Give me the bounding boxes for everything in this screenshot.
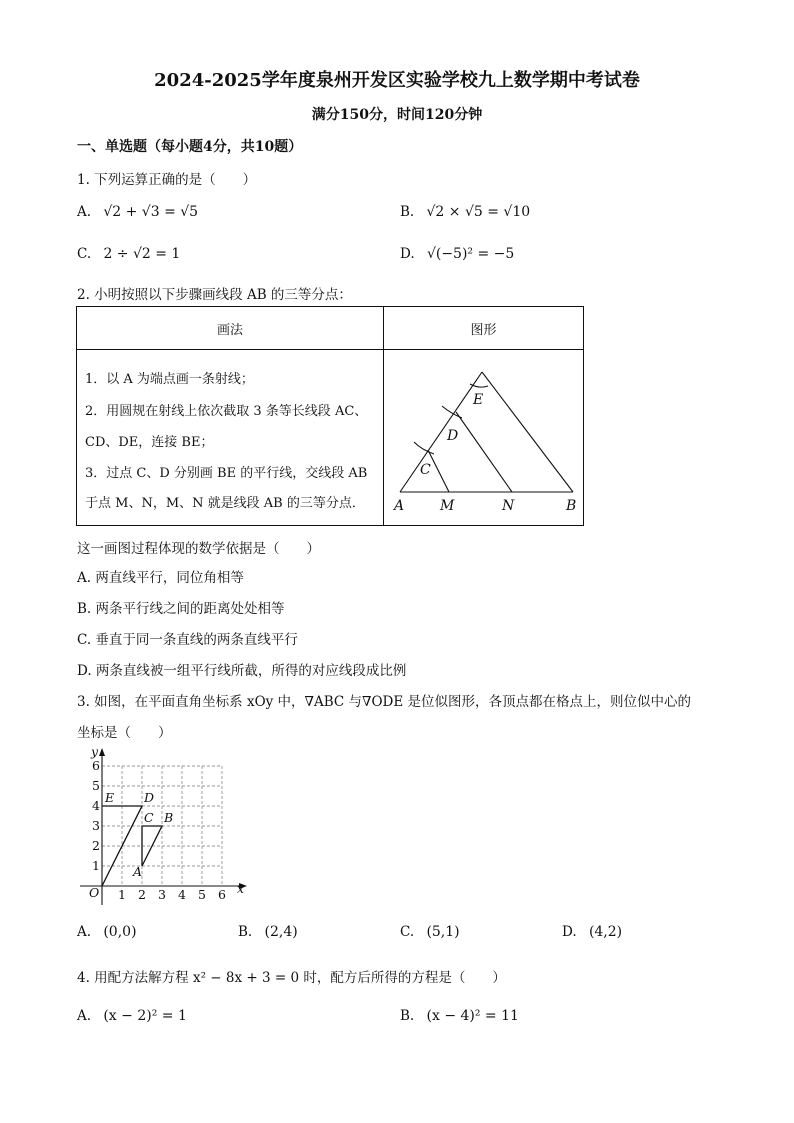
- q1-option-d-letter: D.: [400, 246, 415, 262]
- x-tick-4: 4: [178, 887, 186, 902]
- q1-stem: 1. 下列运算正确的是（ ）: [77, 172, 257, 188]
- q2-stem: 2. 小明按照以下步骤画线段 AB 的三等分点：: [77, 287, 352, 303]
- fig-label-m: M: [440, 498, 455, 514]
- graph-point-e: E: [105, 790, 115, 805]
- fig-label-n: N: [502, 498, 515, 514]
- graph-origin-label: O: [89, 885, 100, 900]
- q1-option-d: [400, 246, 514, 262]
- fig-label-e: E: [473, 392, 484, 408]
- q1-option-c: [77, 246, 180, 262]
- q4-option-a: [77, 1008, 187, 1024]
- q3-option-a: [77, 924, 137, 940]
- q3-option-d: [562, 924, 622, 940]
- trisection-figure: [384, 350, 587, 528]
- q4-stem: 4. 用配方法解方程 x² − 8x + 3 = 0 时，配方后所得的方程是（ ）: [77, 970, 506, 986]
- graph-y-axis-label: y: [91, 745, 99, 759]
- graph-x-axis-label: x: [237, 881, 245, 896]
- exam-subtitle: 满分150分，时间120分钟: [311, 107, 483, 123]
- q1-option-b-math: √2 × √5 = √10: [426, 204, 531, 220]
- y-tick-5: 5: [92, 778, 100, 793]
- q2-method-table: [76, 306, 584, 526]
- steps-cell: [77, 350, 384, 526]
- q4-option-b-letter: B.: [400, 1008, 415, 1024]
- fig-label-c: C: [420, 462, 431, 478]
- step-line-5: 于点 M、N，M、N 就是线段 AB 的三等分点．: [85, 496, 365, 511]
- x-tick-2: 2: [138, 887, 146, 902]
- q2-follow-up: 这一画图过程体现的数学依据是（ ）: [77, 541, 320, 557]
- q3-option-a-value: (0,0): [103, 924, 137, 940]
- q3-stem-line1: 3. 如图，在平面直角坐标系 xOy 中，∇ABC 与∇ODE 是位似图形，各顶点都在格点上，则位似中心的: [77, 694, 691, 710]
- exam-title: 2024-2025学年度泉州开发区实验学校九上数学期中考试卷: [154, 70, 640, 91]
- q3-option-b-value: (2,4): [264, 924, 298, 940]
- q3-stem-line2: 坐标是（ ）: [77, 725, 172, 741]
- graph-point-b: B: [164, 810, 174, 825]
- graph-point-d: D: [144, 790, 155, 805]
- q1-option-a-letter: A.: [77, 204, 92, 220]
- q2-option-c: C. 垂直于同一条直线的两条直线平行: [77, 632, 298, 648]
- q3-option-c-value: (5,1): [426, 924, 460, 940]
- q2-option-b: B. 两条平行线之间的距离处处相等: [77, 601, 285, 617]
- x-tick-3: 3: [158, 887, 166, 902]
- q1-option-d-math: √(−5)² = −5: [426, 246, 515, 262]
- step-line-1: 1．以 A 为端点画一条射线；: [85, 372, 254, 387]
- q1-option-a-math: √2 + √3 = √5: [103, 204, 199, 220]
- y-tick-6: 6: [92, 758, 100, 773]
- y-tick-4: 4: [92, 798, 100, 813]
- graph-point-c: C: [144, 810, 154, 825]
- step-line-2: 2．用圆规在射线上依次截取 3 条等长线段 AC、: [85, 404, 368, 419]
- fig-label-a: A: [394, 498, 405, 514]
- step-line-4: 3．过点 C、D 分别画 BE 的平行线，交线段 AB: [85, 466, 368, 481]
- q3-option-b: [238, 924, 298, 940]
- table-header-method: 画法: [77, 307, 384, 350]
- step-line-3: CD、DE，连接 BE；: [85, 435, 214, 450]
- x-tick-5: 5: [198, 887, 206, 902]
- q3-option-b-letter: B.: [238, 924, 253, 940]
- fig-label-b: B: [566, 498, 577, 514]
- x-tick-6: 6: [218, 887, 226, 902]
- q4-option-b: [400, 1008, 519, 1024]
- section-heading: 一、单选题（每小题4分，共10题）: [77, 139, 303, 155]
- q4-option-a-letter: A.: [77, 1008, 92, 1024]
- q1-option-b: [400, 204, 530, 220]
- q4-option-a-math: (x − 2)² = 1: [103, 1008, 187, 1024]
- q2-option-d: D. 两条直线被一组平行线所截，所得的对应线段成比例: [77, 663, 407, 679]
- q3-option-d-value: (4,2): [588, 924, 623, 940]
- q1-option-b-letter: B.: [400, 204, 415, 220]
- table-header-figure: 图形: [384, 307, 584, 350]
- q4-option-b-math: (x − 4)² = 11: [426, 1008, 519, 1024]
- figure-cell: [384, 350, 584, 526]
- q1-option-a: [77, 204, 198, 220]
- q3-coordinate-graph: [72, 745, 262, 910]
- q3-option-d-letter: D.: [562, 924, 577, 940]
- q1-option-c-math: 2 ÷ √2 = 1: [103, 246, 181, 262]
- x-tick-1: 1: [118, 887, 126, 902]
- fig-label-d: D: [447, 428, 459, 444]
- q1-option-c-letter: C.: [77, 246, 92, 262]
- q3-option-c-letter: C.: [400, 924, 415, 940]
- y-tick-2: 2: [92, 838, 100, 853]
- y-tick-1: 1: [92, 858, 100, 873]
- q3-option-c: [400, 924, 460, 940]
- y-tick-3: 3: [92, 818, 100, 833]
- graph-point-a: A: [133, 864, 143, 879]
- q3-option-a-letter: A.: [77, 924, 92, 940]
- q2-option-a: A. 两直线平行，同位角相等: [77, 570, 244, 586]
